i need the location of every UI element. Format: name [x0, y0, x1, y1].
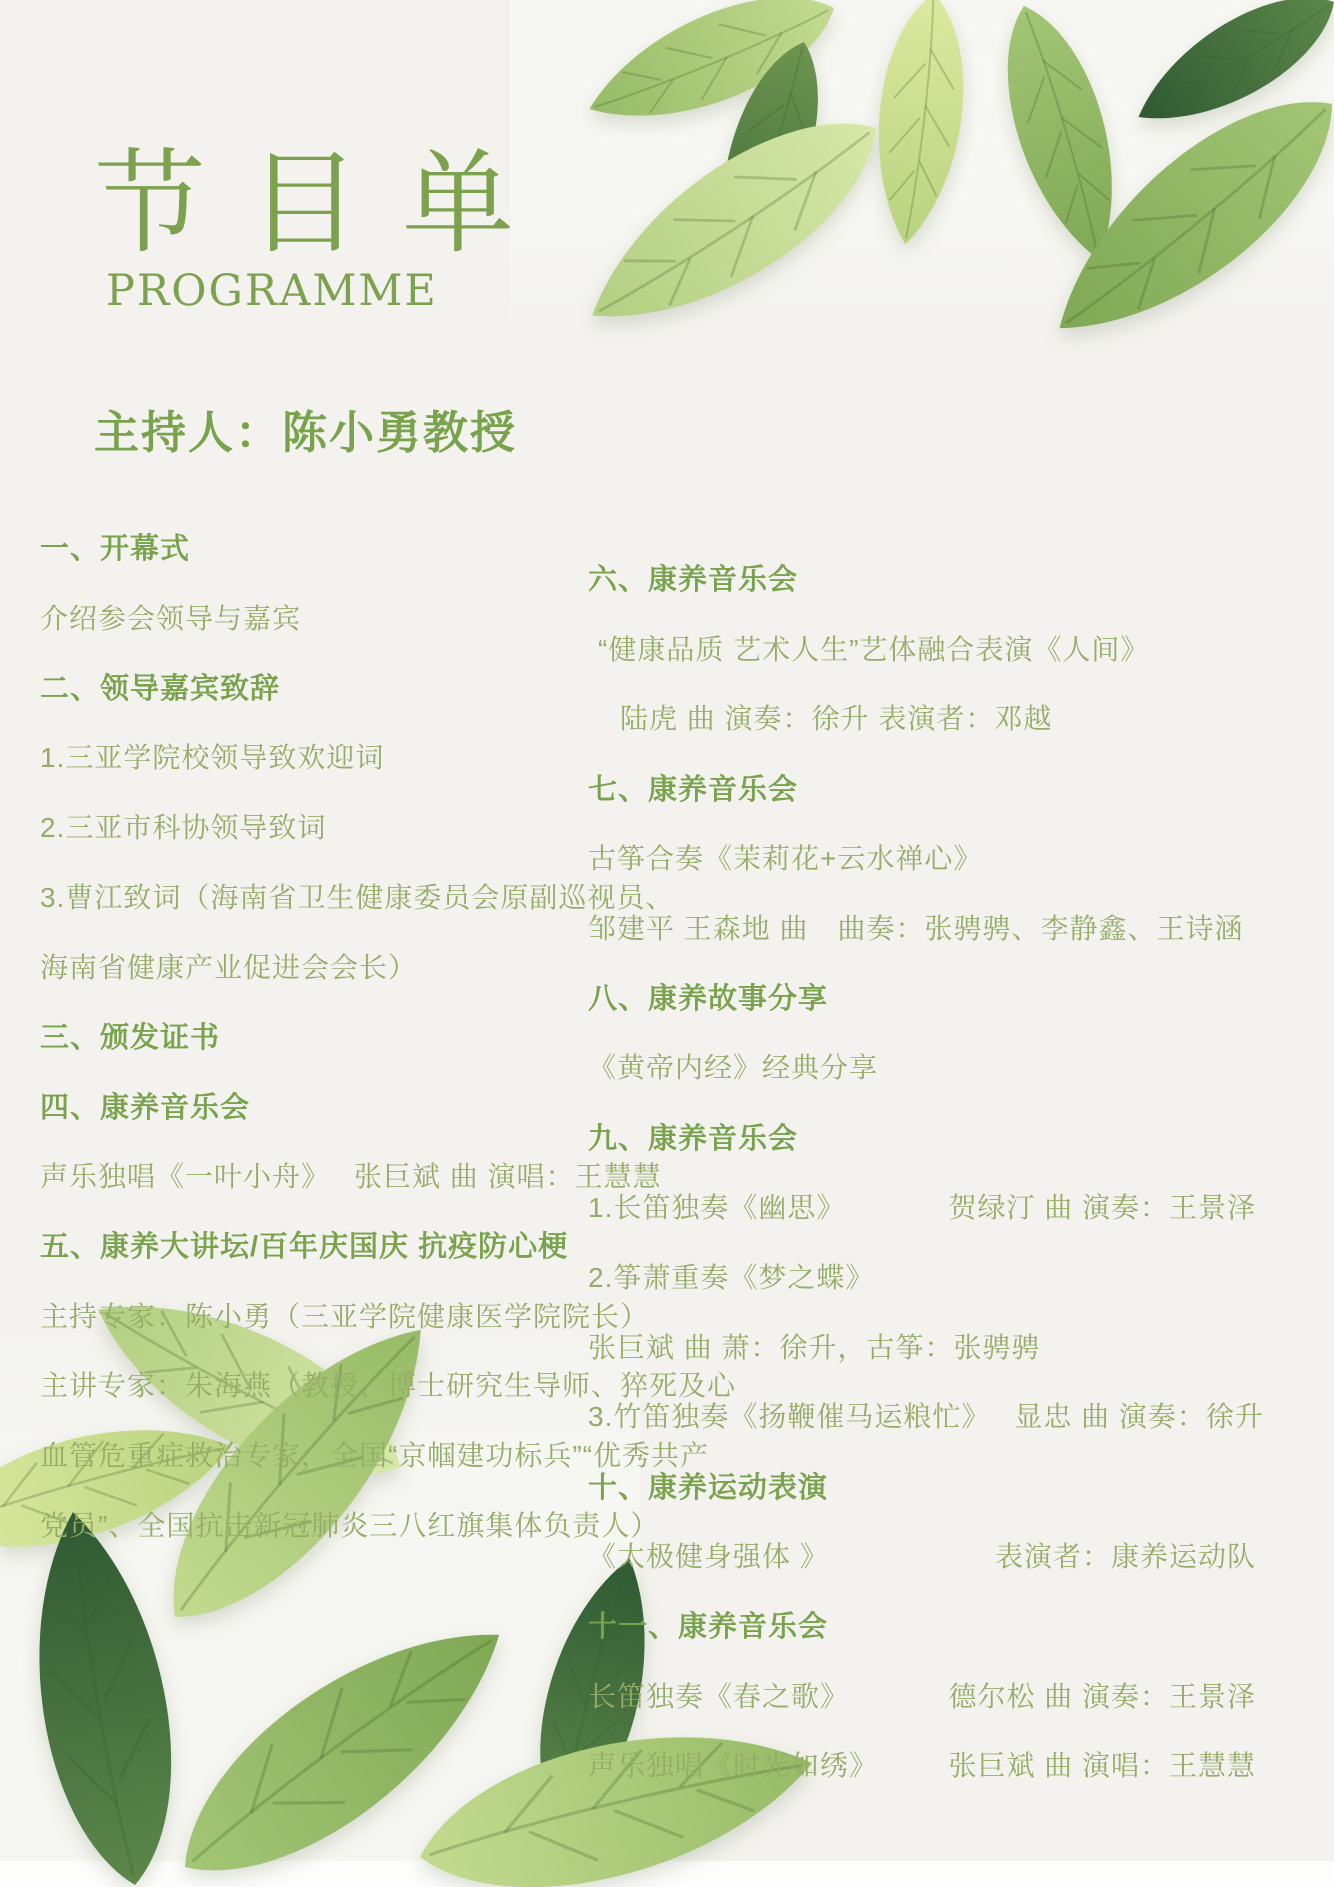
programme-line [40, 1419, 709, 1489]
programme-line [588, 1101, 1256, 1171]
line-text: 声乐独唱《一叶小舟》 [40, 1161, 331, 1193]
programme-line [588, 1311, 1256, 1381]
line-text: 七、康养音乐会 [588, 773, 799, 806]
programme-line [588, 683, 1256, 753]
programme-line [40, 791, 568, 861]
programme-line [40, 861, 675, 931]
line-text-right: 表演者：康养运动队 [994, 1541, 1256, 1573]
programme-line [40, 1001, 568, 1071]
line-text: 六、康养音乐会 [588, 564, 799, 597]
leaves-top-right-decoration [504, 0, 1334, 345]
line-text: 声乐独唱《时光如绣》 [588, 1750, 879, 1782]
line-text-right: 张巨斌 曲 演唱：王慧慧 [948, 1750, 1256, 1782]
programme-line [40, 1280, 650, 1350]
programme-line [588, 1032, 1256, 1102]
line-text: 四、康养音乐会 [40, 1091, 251, 1124]
line-text: 介绍参会领导与嘉宾 [40, 602, 302, 634]
line-text: 《太极健身强体 》 [588, 1541, 829, 1573]
programme-line [588, 543, 1256, 613]
programme-line [40, 1350, 737, 1420]
programme-line [40, 582, 568, 652]
line-text: 八、康养故事分享 [588, 983, 829, 1016]
line-text: 九、康养音乐会 [588, 1122, 799, 1155]
line-text: 海南省健康产业促进会会长） [40, 951, 418, 983]
programme-line [588, 1590, 1256, 1660]
line-text: 2.筝萧重奏《梦之蝶》 [588, 1261, 875, 1293]
programme-line [588, 1381, 1264, 1451]
line-text: 长笛独奏《春之歌》 [588, 1680, 850, 1712]
line-text: 十一、康养音乐会 [588, 1611, 829, 1644]
line-text: 党员”、全国抗击新冠肺炎三八红旗集体负责人） [40, 1510, 660, 1542]
line-text: 三、颁发证书 [40, 1021, 221, 1054]
line-text: 《黄帝内经》经典分享 [588, 1052, 879, 1084]
programme-line [588, 1171, 1256, 1241]
programme-line [40, 1489, 660, 1559]
line-text: 陆虎 曲 演奏：徐升 表演者：邓越 [620, 703, 1053, 735]
programme-line [40, 1070, 568, 1140]
programme-line [588, 822, 1256, 892]
line-text: 主讲专家：朱海燕（教授、博士研究生导师、猝死及心 [40, 1370, 737, 1402]
programme-line [40, 512, 568, 582]
line-text: 2.三亚市科协领导致词 [40, 812, 327, 844]
programme-line [588, 1730, 1256, 1800]
page-subtitle: PROGRAMME [106, 266, 438, 316]
programme-line [588, 613, 1256, 683]
programme-line [588, 752, 1256, 822]
programme-line [588, 892, 1256, 962]
line-text: 3.竹笛独奏《扬鞭催马运粮忙》 [588, 1401, 991, 1433]
line-text: “健康品质 艺术人生”艺体融合表演《人间》 [598, 633, 1150, 665]
programme-line [588, 1241, 1256, 1311]
page-title: 节目单 [94, 139, 556, 269]
line-text: 3.曹江致词（海南省卫生健康委员会原副巡视员、 [40, 881, 675, 913]
line-text: 古筝合奏《茉莉花+云水禅心》 [588, 843, 983, 875]
programme-line [588, 1660, 1256, 1730]
line-text: 五、康养大讲坛/百年庆国庆 抗疫防心梗 [40, 1231, 569, 1264]
line-text: 血管危重症救治专家，全国“京帼建功标兵”“优秀共产 [40, 1440, 709, 1472]
line-text-right: 贺绿汀 曲 演奏：王景泽 [948, 1192, 1256, 1224]
host-line: 主持人：陈小勇教授 [94, 407, 518, 458]
line-text: 张巨斌 曲 萧：徐升，古筝：张骋骋 [588, 1331, 1041, 1363]
programme-line [588, 1520, 1256, 1590]
programme-line [40, 931, 568, 1001]
programme-line [40, 1210, 568, 1280]
programme-right-column [588, 543, 1264, 1799]
programme-line [40, 721, 568, 791]
line-text: 1.三亚学院校领导致欢迎词 [40, 742, 385, 774]
line-text: 二、领导嘉宾致辞 [40, 672, 281, 705]
programme-line [40, 1140, 662, 1210]
line-text: 1.长笛独奏《幽思》 [588, 1192, 846, 1224]
line-text-right: 德尔松 曲 演奏：王景泽 [948, 1680, 1256, 1712]
line-text: 主持专家：陈小勇（三亚学院健康医学院院长） [40, 1300, 650, 1332]
programme-line [588, 962, 1256, 1032]
line-text: 一、开幕式 [40, 533, 191, 566]
line-text: 邹建平 王森地 曲 曲奏：张骋骋、李静鑫、王诗涵 [588, 912, 1244, 944]
programme-line [40, 652, 568, 722]
programme-line [588, 1450, 1256, 1520]
line-text-right: 张巨斌 曲 演唱：王慧慧 [354, 1161, 662, 1193]
line-text-right: 显忠 曲 演奏：徐升 [1014, 1401, 1264, 1433]
line-text: 十、康养运动表演 [588, 1471, 829, 1504]
